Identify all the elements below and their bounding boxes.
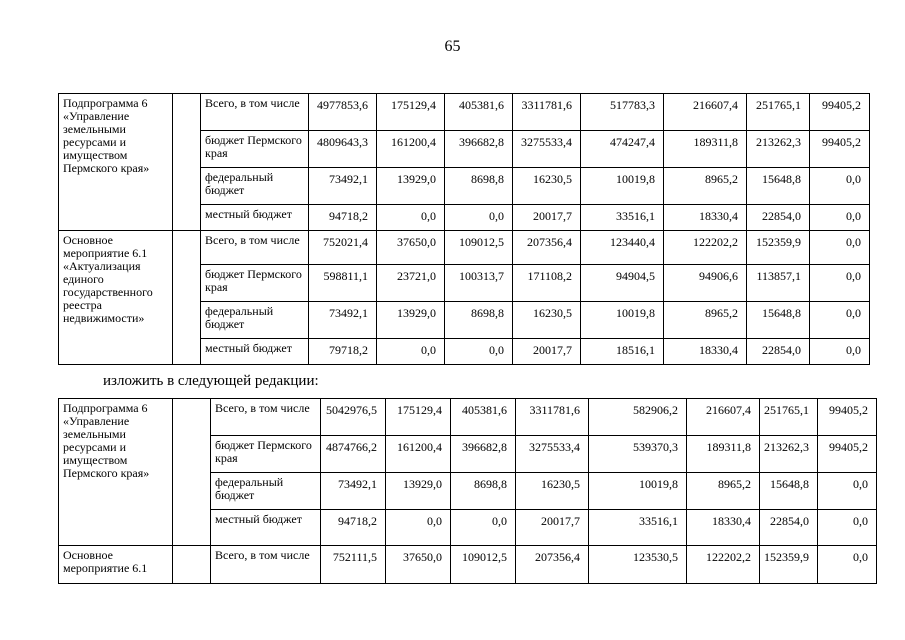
amount-cell: 18516,1 xyxy=(581,339,664,365)
amount-cell: 152359,9 xyxy=(747,231,810,265)
amount-cell: 79718,2 xyxy=(309,339,377,365)
amount-cell: 396682,8 xyxy=(445,131,513,168)
amount-cell: 582906,2 xyxy=(589,399,687,436)
amount-cell: 207356,4 xyxy=(513,231,581,265)
funding-source-cell: федеральный бюджет xyxy=(211,473,321,510)
amount-cell: 123440,4 xyxy=(581,231,664,265)
amount-cell: 37650,0 xyxy=(386,546,451,584)
amount-cell: 539370,3 xyxy=(589,436,687,473)
amount-cell: 10019,8 xyxy=(589,473,687,510)
table-row xyxy=(59,231,870,265)
amount-cell: 10019,8 xyxy=(581,168,664,205)
amount-cell: 0,0 xyxy=(810,168,870,205)
amount-cell: 22854,0 xyxy=(747,205,810,231)
amount-cell: 122202,2 xyxy=(664,231,747,265)
funding-source-cell: бюджет Пермского края xyxy=(201,131,309,168)
amount-cell: 161200,4 xyxy=(377,131,445,168)
amount-cell: 3275533,4 xyxy=(513,131,581,168)
amount-cell: 0,0 xyxy=(810,339,870,365)
amount-cell: 4874766,2 xyxy=(321,436,386,473)
amount-cell: 517783,3 xyxy=(581,94,664,131)
amount-cell: 0,0 xyxy=(377,339,445,365)
table-row xyxy=(59,399,877,436)
amount-cell: 161200,4 xyxy=(386,436,451,473)
amount-cell: 0,0 xyxy=(377,205,445,231)
amount-cell: 8965,2 xyxy=(664,168,747,205)
amount-cell: 251765,1 xyxy=(760,399,818,436)
funding-source-cell: местный бюджет xyxy=(201,205,309,231)
amount-cell: 405381,6 xyxy=(451,399,516,436)
amount-cell: 8698,8 xyxy=(445,302,513,339)
amount-cell: 73492,1 xyxy=(309,302,377,339)
amount-cell: 216607,4 xyxy=(664,94,747,131)
amount-cell: 15648,8 xyxy=(760,473,818,510)
amount-cell: 109012,5 xyxy=(445,231,513,265)
amount-cell: 207356,4 xyxy=(516,546,589,584)
program-name-cell: Основное мероприятие 6.1 xyxy=(59,546,173,584)
amount-cell: 213262,3 xyxy=(760,436,818,473)
amount-cell: 8965,2 xyxy=(687,473,760,510)
amount-cell: 16230,5 xyxy=(513,168,581,205)
funding-source-cell: федеральный бюджет xyxy=(201,302,309,339)
amount-cell: 0,0 xyxy=(818,473,877,510)
amount-cell: 0,0 xyxy=(810,302,870,339)
program-name-cell: Основное мероприятие 6.1 «Актуализация единого государственного реестра недвижимости» xyxy=(59,231,173,365)
amount-cell: 0,0 xyxy=(810,231,870,265)
amount-cell: 0,0 xyxy=(445,339,513,365)
amount-cell: 33516,1 xyxy=(581,205,664,231)
amount-cell: 4977853,6 xyxy=(309,94,377,131)
amount-cell: 23721,0 xyxy=(377,265,445,302)
amount-cell: 3311781,6 xyxy=(516,399,589,436)
program-name-cell: Подпрограмма 6 «Управление земельными ресурсами и имуществом Пермского края» xyxy=(59,399,173,546)
amount-cell: 18330,4 xyxy=(664,205,747,231)
amount-cell: 37650,0 xyxy=(377,231,445,265)
funding-source-cell: бюджет Пермского края xyxy=(211,436,321,473)
funding-source-cell: Всего, в том числе xyxy=(201,231,309,265)
amount-cell: 73492,1 xyxy=(321,473,386,510)
amount-cell: 18330,4 xyxy=(687,510,760,546)
amount-cell: 99405,2 xyxy=(810,94,870,131)
amount-cell: 0,0 xyxy=(810,265,870,302)
empty-cell xyxy=(173,399,211,546)
amount-cell: 122202,2 xyxy=(687,546,760,584)
amount-cell: 20017,7 xyxy=(513,339,581,365)
amount-cell: 0,0 xyxy=(445,205,513,231)
funding-source-cell: бюджет Пермского края xyxy=(201,265,309,302)
funding-source-cell: федеральный бюджет xyxy=(201,168,309,205)
section-caption: изложить в следующей редакции: xyxy=(103,373,319,389)
funding-source-cell: местный бюджет xyxy=(201,339,309,365)
amount-cell: 175129,4 xyxy=(386,399,451,436)
amount-cell: 598811,1 xyxy=(309,265,377,302)
amount-cell: 251765,1 xyxy=(747,94,810,131)
amount-cell: 16230,5 xyxy=(516,473,589,510)
amount-cell: 73492,1 xyxy=(309,168,377,205)
budget-table-revised xyxy=(58,398,877,584)
amount-cell: 13929,0 xyxy=(386,473,451,510)
amount-cell: 752021,4 xyxy=(309,231,377,265)
amount-cell: 8965,2 xyxy=(664,302,747,339)
amount-cell: 8698,8 xyxy=(451,473,516,510)
page-number: 65 xyxy=(444,38,461,55)
funding-source-cell: Всего, в том числе xyxy=(211,546,321,584)
amount-cell: 99405,2 xyxy=(810,131,870,168)
amount-cell: 18330,4 xyxy=(664,339,747,365)
amount-cell: 474247,4 xyxy=(581,131,664,168)
amount-cell: 171108,2 xyxy=(513,265,581,302)
table-row xyxy=(59,94,870,131)
amount-cell: 15648,8 xyxy=(747,168,810,205)
program-name-cell: Подпрограмма 6 «Управление земельными ресурсами и имуществом Пермского края» xyxy=(59,94,173,231)
amount-cell: 15648,8 xyxy=(747,302,810,339)
amount-cell: 3311781,6 xyxy=(513,94,581,131)
budget-table-current xyxy=(58,93,870,365)
amount-cell: 5042976,5 xyxy=(321,399,386,436)
amount-cell: 94906,6 xyxy=(664,265,747,302)
amount-cell: 13929,0 xyxy=(377,168,445,205)
amount-cell: 99405,2 xyxy=(818,436,877,473)
amount-cell: 152359,9 xyxy=(760,546,818,584)
table-row xyxy=(59,546,877,584)
amount-cell: 0,0 xyxy=(810,205,870,231)
funding-source-cell: местный бюджет xyxy=(211,510,321,546)
amount-cell: 20017,7 xyxy=(516,510,589,546)
empty-cell xyxy=(173,231,201,365)
amount-cell: 0,0 xyxy=(386,510,451,546)
amount-cell: 10019,8 xyxy=(581,302,664,339)
amount-cell: 0,0 xyxy=(451,510,516,546)
amount-cell: 22854,0 xyxy=(747,339,810,365)
amount-cell: 189311,8 xyxy=(664,131,747,168)
amount-cell: 94904,5 xyxy=(581,265,664,302)
amount-cell: 3275533,4 xyxy=(516,436,589,473)
amount-cell: 100313,7 xyxy=(445,265,513,302)
amount-cell: 405381,6 xyxy=(445,94,513,131)
funding-source-cell: Всего, в том числе xyxy=(201,94,309,131)
amount-cell: 22854,0 xyxy=(760,510,818,546)
amount-cell: 216607,4 xyxy=(687,399,760,436)
amount-cell: 175129,4 xyxy=(377,94,445,131)
amount-cell: 213262,3 xyxy=(747,131,810,168)
amount-cell: 109012,5 xyxy=(451,546,516,584)
amount-cell: 33516,1 xyxy=(589,510,687,546)
amount-cell: 123530,5 xyxy=(589,546,687,584)
amount-cell: 13929,0 xyxy=(377,302,445,339)
amount-cell: 4809643,3 xyxy=(309,131,377,168)
amount-cell: 396682,8 xyxy=(451,436,516,473)
amount-cell: 189311,8 xyxy=(687,436,760,473)
amount-cell: 20017,7 xyxy=(513,205,581,231)
empty-cell xyxy=(173,546,211,584)
amount-cell: 0,0 xyxy=(818,510,877,546)
amount-cell: 94718,2 xyxy=(321,510,386,546)
empty-cell xyxy=(173,94,201,231)
funding-source-cell: Всего, в том числе xyxy=(211,399,321,436)
amount-cell: 752111,5 xyxy=(321,546,386,584)
amount-cell: 113857,1 xyxy=(747,265,810,302)
amount-cell: 16230,5 xyxy=(513,302,581,339)
amount-cell: 8698,8 xyxy=(445,168,513,205)
amount-cell: 0,0 xyxy=(818,546,877,584)
amount-cell: 94718,2 xyxy=(309,205,377,231)
amount-cell: 99405,2 xyxy=(818,399,877,436)
